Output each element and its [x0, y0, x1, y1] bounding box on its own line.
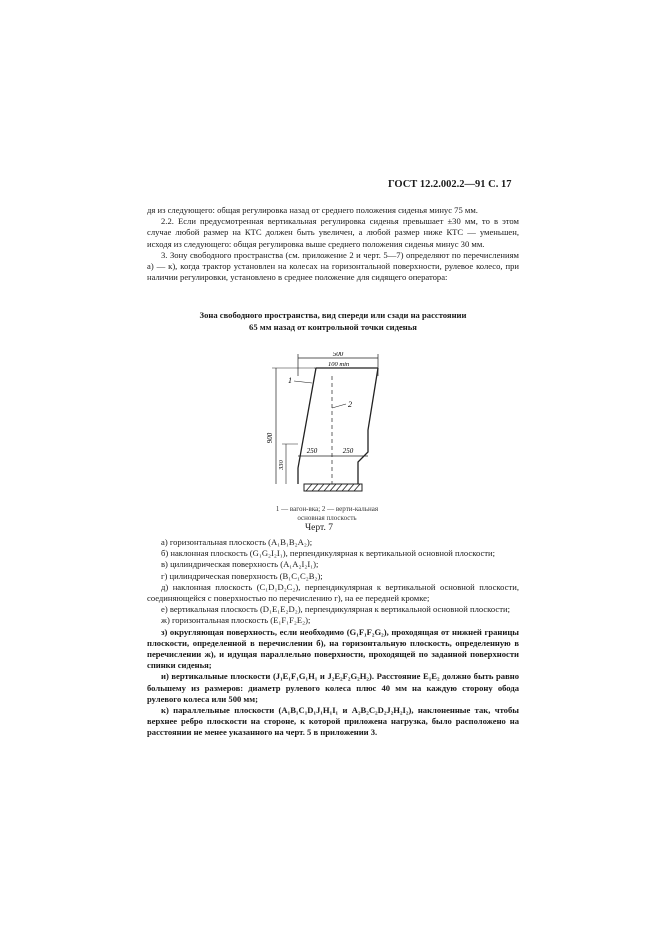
dim-lower-label: 330 — [278, 460, 285, 470]
paragraph: дя из следующего: общая регулировка назад от среднего положения сиденья минус 75 мм. — [147, 205, 478, 215]
leader-line-1 — [294, 381, 312, 383]
list-item: к) параллельные плоскости (A₁B₁C₁D₁J₁H₁I₁ и A₂B₂C₂D₂J₂H₂I₂), наклоненные так, чтобы верхнее ребро плоскости на стороне, к которой приложена нагрузка, было расположено на расстоянии не менее указанного на черт. 5 в приложении 3. — [147, 705, 519, 738]
zone-outline-right — [358, 368, 378, 484]
intro-text — [147, 205, 519, 283]
page-header: ГОСТ 12.2.002.2—91 С. 17 — [388, 179, 512, 190]
list-item: з) округляющая поверхность, если необходимо (G₁F₁F₂G₂), проходящая от нижней границы плоскости, определенной в перечислении б), на горизонтальную плоскость, определенную в перечислении ж), и идущая параллельно поверхности, проходящей по заданной поверхности спинки сиденья; — [147, 626, 519, 671]
list-item: е) вертикальная плоскость (D₁E₁E₂D₂), перпендикулярная к вертикальной основной плоскости; — [161, 604, 510, 615]
list-item: г) цилиндрическая поверхность (B₁C₁C₂B₂); — [161, 570, 323, 581]
base-hatching — [306, 484, 360, 491]
paragraph: 3. Зону свободного пространства (см. приложение 2 и черт. 5—7) определяют по перечислениям а) — к), когда трактор установлен на колесах на горизонтальной поверхности, рулевое колесо, при наличии регулировки, установлено в среднее положение для сидящего оператора: — [147, 249, 519, 283]
dim-right-label: 250 — [342, 447, 354, 455]
enumeration-list — [147, 537, 519, 739]
caption-line: 65 мм назад от контрольной точки сиденья — [249, 322, 417, 332]
list-item: в) цилиндрическая поверхность (A₁A₂I₂I₁); — [161, 559, 319, 570]
zone-outline-left — [298, 368, 316, 484]
paragraph: 2.2. Если предусмотренная вертикальная регулировка сиденья превышает ±30 мм, то в этом случае любой размер на КТС должен быть увеличен, а любой размер ниже КТС — уменьшен, исходя из следующего: общая регулировка выше среднего положения сиденья минус 30 мм. — [147, 216, 519, 249]
label-2: 2 — [348, 400, 352, 409]
dim-min-label: 100 min — [328, 361, 350, 368]
list-item: б) наклонная плоскость (G₁G₂I₂I₁), перпендикулярная к вертикальной основной плоскости; — [161, 548, 496, 559]
dim-top-label: 500 — [332, 352, 344, 358]
label-1: 1 — [288, 376, 292, 385]
dim-height-label: 900 — [266, 432, 274, 444]
list-item: и) вертикальные плоскости (J₁E₁F₁G₁H₁ и J₂E₂F₂G₂H₂). Расстояние E₁E₂ должно быть равно большему из размеров: диаметр рулевого колеса плюс 40 мм на каждую сторону обода рулевого колеса или 500 мм; — [147, 671, 519, 704]
figure-number: Черт. 7 — [305, 523, 333, 533]
list-item: а) горизонтальная плоскость (A₁B₁B₂A₂); — [161, 537, 313, 547]
figure-caption — [147, 309, 519, 333]
list-item: д) наклонная плоскость (C₁D₁D₂C₂), перпендикулярная к вертикальной основной плоскости, соединяющейся с поверхностью по перечислению г), на ее передней кромке; — [147, 581, 519, 604]
caption-line: Зона свободного пространства, вид спереди или сзади на расстоянии — [199, 310, 467, 320]
figure-drawing — [250, 352, 390, 502]
figure-7 — [250, 352, 390, 502]
dim-left-label: 250 — [306, 447, 318, 455]
leader-line-2 — [332, 404, 346, 408]
figure-legend: 1 — вагон-вка; 2 — верти-кальная основная плоскость — [275, 505, 379, 522]
list-item: ж) горизонтальная плоскость (E₁F₁F₂E₂); — [161, 615, 311, 626]
